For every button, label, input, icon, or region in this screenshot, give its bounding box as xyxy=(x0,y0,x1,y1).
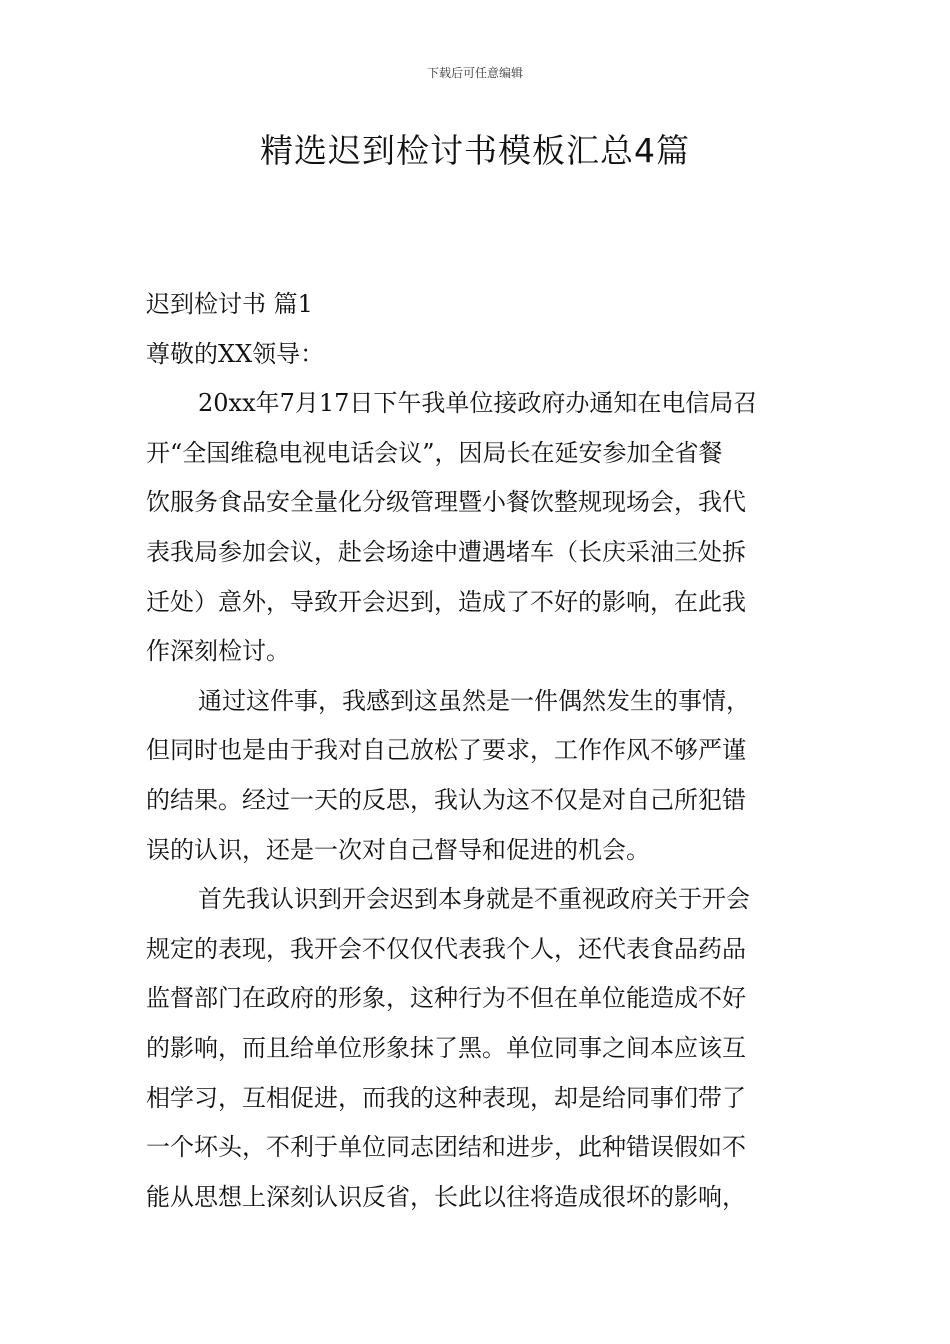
paragraph-line: 开“全国维稳电视电话会议”，因局长在延安参加全省餐 xyxy=(146,438,723,467)
paragraph-line: 但同时也是由于我对自己放松了要求，工作作风不够严谨 xyxy=(146,736,746,765)
paragraph-line: 通过这件事，我感到这虽然是一件偶然发生的事情， xyxy=(198,686,750,715)
paragraph-line: 监督部门在政府的形象，这种行为不但在单位能造成不好 xyxy=(146,984,746,1013)
paragraph-line: 首先我认识到开会迟到本身就是不重视政府关于开会 xyxy=(198,885,750,914)
paragraph-line: 的结果。经过一天的反思，我认为这不仅是对自己所犯错 xyxy=(146,785,746,814)
paragraph-line: 20xx年7月17日下午我单位接政府办通知在电信局召 xyxy=(198,389,758,418)
paragraph-line: 相学习，互相促进，而我的这种表现，却是给同事们带了 xyxy=(146,1083,746,1112)
salutation: 尊敬的XX领导： xyxy=(146,339,325,368)
paragraph-line: 作深刻检讨。 xyxy=(146,637,290,666)
paragraph-line: 饮服务食品安全量化分级管理暨小餐饮整规现场会，我代 xyxy=(146,488,746,517)
paragraph-line: 表我局参加会议，赴会场途中遭遇堵车（长庆采油三处拆 xyxy=(146,537,746,566)
paragraph-line: 迁处）意外，导致开会迟到，造成了不好的影响，在此我 xyxy=(146,587,746,616)
section-heading: 迟到检讨书 篇1 xyxy=(146,290,313,318)
document-title: 精选迟到检讨书模板汇总4篇 xyxy=(260,131,690,170)
header-note: 下载后可任意编辑 xyxy=(426,66,523,80)
paragraph-line: 规定的表现，我开会不仅仅代表我个人，还代表食品药品 xyxy=(146,934,746,963)
paragraph-line: 能从思想上深刻认识反省，长此以往将造成很坏的影响， xyxy=(146,1182,746,1211)
paragraph-line: 一个坏头，不利于单位同志团结和进步，此种错误假如不 xyxy=(146,1133,746,1162)
paragraph-line: 误的认识，还是一次对自己督导和促进的机会。 xyxy=(146,835,650,864)
document-body xyxy=(146,280,808,1222)
paragraph-line: 的影响，而且给单位形象抹了黑。单位同事之间本应该互 xyxy=(146,1033,746,1062)
